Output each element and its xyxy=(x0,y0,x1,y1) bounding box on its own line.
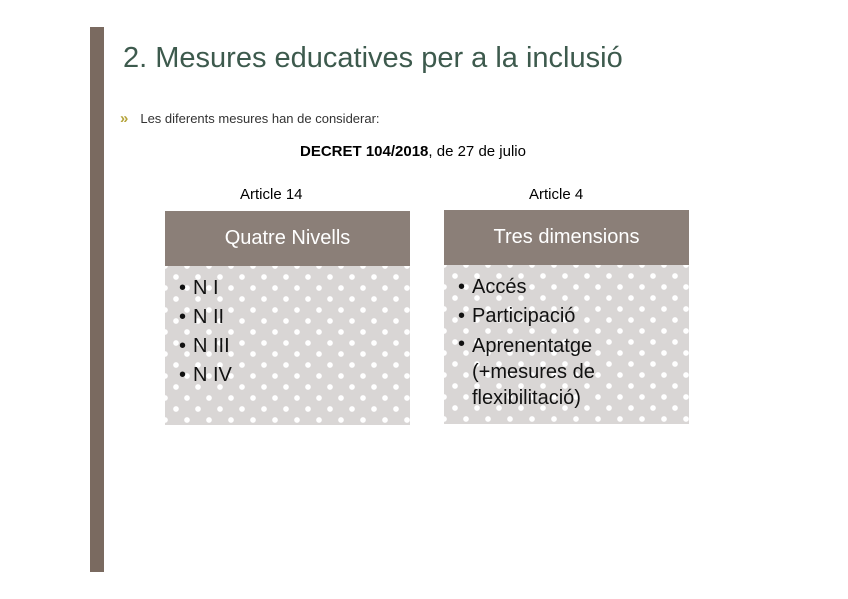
levels-box-heading: Quatre Nivells xyxy=(165,211,410,266)
levels-box xyxy=(165,211,410,425)
list-item: • N II xyxy=(179,306,225,328)
intro-bullet-text: Les diferents mesures han de considerar: xyxy=(140,111,380,126)
chevron-bullet-icon: » xyxy=(120,110,129,127)
side-accent-bar xyxy=(90,27,104,572)
intro-bullet xyxy=(120,110,380,127)
list-item: • Accés xyxy=(458,276,527,298)
left-article-label: Article 14 xyxy=(240,186,303,203)
decree-date: , de 27 de julio xyxy=(428,143,526,160)
list-item: • N III xyxy=(179,335,230,357)
list-item: • N I xyxy=(179,277,219,299)
dimensions-list xyxy=(458,273,675,411)
decree-line xyxy=(300,143,526,160)
levels-list xyxy=(179,274,396,390)
dimensions-box-heading: Tres dimensions xyxy=(444,210,689,265)
slide-title: 2. Mesures educatives per a la inclusió xyxy=(123,42,623,74)
dimensions-box xyxy=(444,210,689,424)
list-item: • Participació xyxy=(458,305,576,327)
list-item: • Aprenentatge (+mesures de flexibilitació) xyxy=(458,333,595,409)
right-article-label: Article 4 xyxy=(529,186,584,203)
decree-name: DECRET 104/2018 xyxy=(300,143,429,160)
levels-box-body xyxy=(165,266,410,425)
dimensions-box-body xyxy=(444,265,689,424)
list-item: • N IV xyxy=(179,364,232,386)
